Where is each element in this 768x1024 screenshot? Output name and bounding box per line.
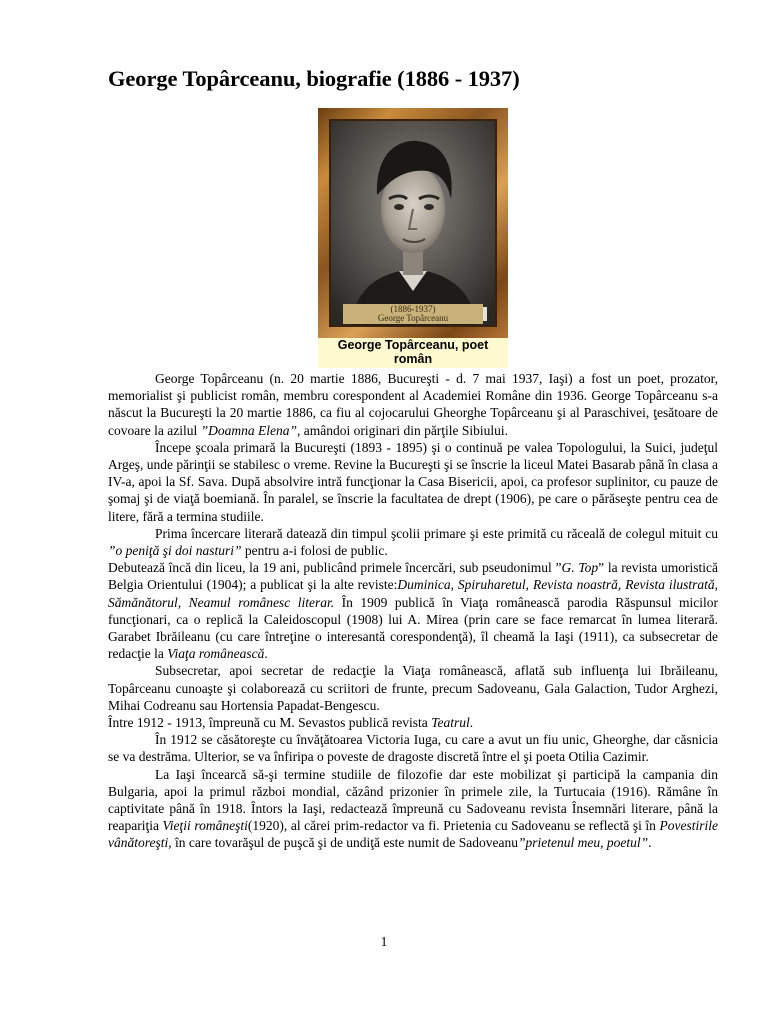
paragraph bbox=[108, 662, 718, 714]
portrait-figure bbox=[318, 108, 508, 368]
text-run: În 1912 se căsătoreşte cu învăţătoarea Victoria Iuga, cu care a avut un fiu unic, Gheorghe, dar căsnicia se va destrăma. Ulterior, se va înfiripa o poveste de dragoste discretă între el şi poeta Otilia Cazimir. bbox=[108, 732, 718, 765]
paragraph bbox=[108, 559, 718, 662]
text-run: , amândoi originari din părţile Sibiului. bbox=[296, 422, 509, 438]
text-run: ” la revista umoristică Belgia Orientului (1904); a publicat şi la alte reviste: bbox=[108, 560, 718, 593]
text-run: . bbox=[648, 835, 652, 851]
italic-text: G. Top bbox=[561, 560, 599, 576]
text-run: La Iaşi încearcă să-şi termine studiile de filozofie dar este mobilizat şi participă la campania din Bulgaria, apoi la primul război mondial, căzând prizonier în primele zile, la Turtucaia (1916). Rămâne în captivitate până în 1918. Întors la Iaşi, redactează împreună cu Sadoveanu revista Însemnări literare, până la reapariţia bbox=[108, 766, 718, 834]
italic-text: ”Doamna Elena” bbox=[200, 422, 297, 438]
paragraph bbox=[108, 370, 718, 439]
italic-text: Duminica, Spiruharetul, Revista noastră, Revista ilustrată, Sămănătorul, Neamul românesc literar. bbox=[108, 577, 719, 610]
portrait-caption: George Topârceanu, poet român bbox=[318, 338, 508, 368]
text-run: , în care tovarăşul de puşcă şi de undiţă este numit de Sadoveanu bbox=[168, 835, 519, 851]
italic-text: ”o peniţă şi doi nasturi” bbox=[108, 543, 242, 559]
italic-text: Viaţa românească bbox=[167, 646, 265, 662]
text-run: Începe şcoala primară la Bucureşti (1893 - 1895) şi o continuă pe valea Topologului, la Suici, judeţul Argeş, unde părinţii se stabilesc o vreme. Revine la Bucureşti şi se înscrie la liceul Matei Basarab până în clasa a IV-a, apoi la Sf. Sava. După absolvire intră funcţionar la Casa Bisericii, apoi, ca profesor suplinitor, cu pauze de şomaj şi de viaţă boemiană. În paralel, se înscrie la facultatea de drept (1906), pe care o părăseşte pentru cea de litere, fără a termina studiile. bbox=[108, 439, 718, 524]
text-run: George Topârceanu (n. 20 martie 1886, Bucureşti - d. 7 mai 1937, Iaşi) a fost un poet, prozator, memorialist şi publicist român, membru corespondent al Academiei Române din 1936. George Topârceanu s-a născut la Bucureşti la 20 martie 1886, ca fiu al cojocarului Gheorghe Topârceanu şi al Paraschivei, ţesătoare de covoare la azilul bbox=[108, 371, 718, 438]
portrait-photo bbox=[329, 119, 497, 327]
paragraph bbox=[108, 731, 718, 765]
paragraph bbox=[108, 766, 718, 852]
biography-text bbox=[108, 370, 718, 852]
text-run: . bbox=[469, 715, 474, 731]
page-number: 1 bbox=[380, 934, 388, 949]
text-run: Prima încercare literară datează din timpul şcolii primare şi este primită cu răceală de colegul mituit cu bbox=[155, 525, 718, 541]
page-title: George Topârceanu, biografie (1886 - 1937) bbox=[108, 66, 520, 91]
text-run: . bbox=[264, 646, 268, 662]
italic-text: Povestirile vânătoreşti bbox=[108, 818, 718, 851]
portrait-image bbox=[331, 121, 495, 325]
text-run: Între 1912 - 1913, împreună cu M. Sevastos publică revista bbox=[108, 715, 432, 731]
text-run: (1920), al cărei prim-redactor va fi. Prietenia cu Sadoveanu se reflectă şi în bbox=[247, 818, 660, 834]
text-run: Debutează încă din liceu, la 19 ani, publicând primele încercări, sub pseudonimul ” bbox=[108, 560, 562, 576]
text-run: pentru a-i folosi de public. bbox=[241, 543, 388, 559]
plaque-years: (1886-1937) bbox=[390, 304, 436, 314]
italic-text: ”prietenul meu, poetul” bbox=[518, 835, 649, 851]
portrait-plaque bbox=[343, 304, 483, 324]
paragraph bbox=[108, 714, 718, 731]
text-run: În 1909 publică în Viaţa românească parodia Răspunsul micilor funcţionari, ca o replică la Caleidoscopul (1908) lui A. Mirea (prin care se face remarcat în lumea literară. Garabet Ibrăileanu (cu care întreţine o interesantă corespondenţă), îl cheamă la Iaşi (1911), ca subsecretar de redacţie la bbox=[108, 594, 718, 662]
paragraph bbox=[108, 525, 718, 559]
text-run: Subsecretar, apoi secretar de redacţie la Viaţa românească, aflată sub influenţa lui Ibrăileanu, Topârceanu cunoaşte şi colaborează cu scriitori de frunte, precum Sadoveanu, Gala Galaction, Tudor Arghezi, Mihai Codreanu sau Hortensia Papadat-Bengescu. bbox=[108, 663, 718, 713]
italic-text: Teatrul bbox=[431, 715, 470, 731]
italic-text: Vieţii româneşti bbox=[162, 818, 248, 834]
paragraph bbox=[108, 439, 718, 525]
plaque-name: George Topârceanu bbox=[377, 313, 449, 323]
portrait-frame bbox=[318, 108, 508, 338]
